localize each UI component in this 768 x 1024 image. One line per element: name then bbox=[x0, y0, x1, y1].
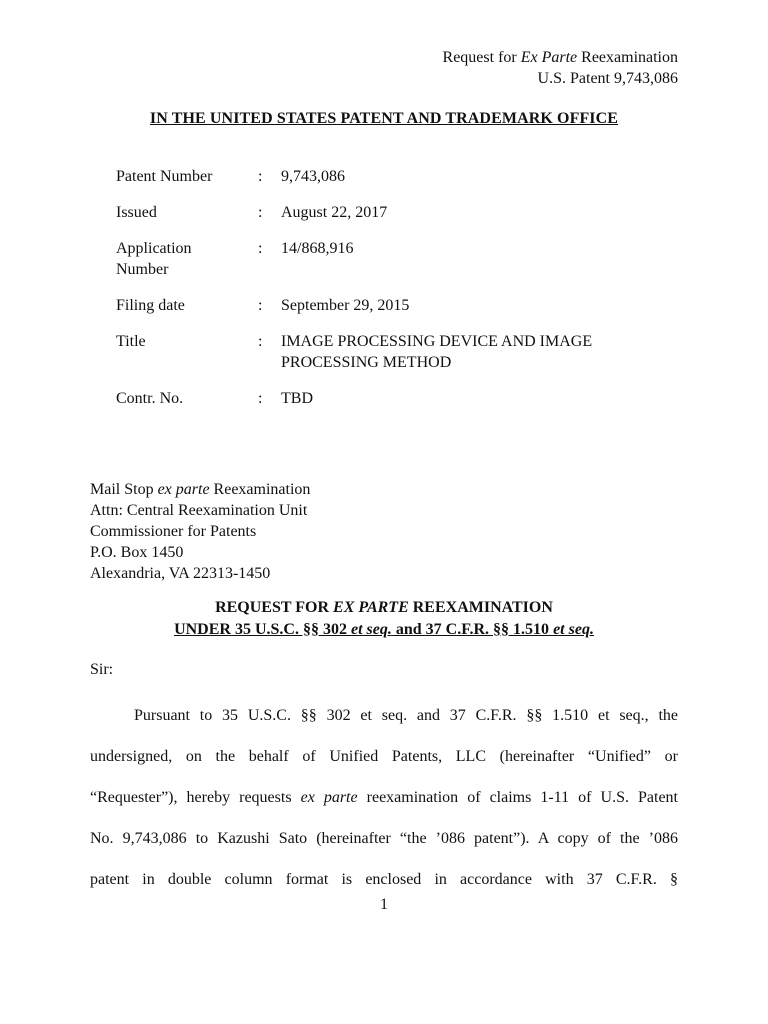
meta-row-title: Title : IMAGE PROCESSING DEVICE AND IMAGE PROCESSING METHOD bbox=[116, 333, 593, 371]
address-line-1: Mail Stop ex parte Reexamination bbox=[90, 481, 311, 498]
salutation: Sir: bbox=[90, 661, 114, 678]
request-title-line-1: REQUEST FOR EX PARTE REEXAMINATION bbox=[215, 599, 553, 616]
body-line-4: No. 9,743,086 to Kazushi Sato (hereinafter “the ’086 patent”). A copy of the ’086 bbox=[90, 830, 678, 847]
body-line-3: “Requester”), hereby requests ex parte reexamination of claims 1-11 of U.S. Patent bbox=[90, 789, 678, 806]
running-header bbox=[443, 47, 678, 89]
mailing-address bbox=[90, 479, 310, 584]
body-line-1: Pursuant to 35 U.S.C. §§ 302 et seq. and 37 C.F.R. §§ 1.510 et seq., the bbox=[134, 707, 678, 724]
patent-metadata bbox=[116, 166, 641, 424]
office-title: IN THE UNITED STATES PATENT AND TRADEMARK OFFICE bbox=[149, 110, 619, 127]
request-title bbox=[0, 597, 768, 641]
address-line-2: Attn: Central Reexamination Unit bbox=[90, 502, 308, 519]
body-line-2: undersigned, on the behalf of Unified Patents, LLC (hereinafter “Unified” or bbox=[90, 748, 678, 765]
meta-row-application-number: Application Number : 14/868,916 bbox=[116, 240, 354, 278]
meta-row-filing-date: Filing date : September 29, 2015 bbox=[116, 297, 410, 314]
meta-row-issued: Issued : August 22, 2017 bbox=[116, 204, 388, 221]
meta-row-patent-number: Patent Number : 9,743,086 bbox=[116, 168, 345, 185]
header-line-2: U.S. Patent 9,743,086 bbox=[537, 70, 678, 87]
body-line-5: patent in double column format is enclosed in accordance with 37 C.F.R. § bbox=[90, 871, 678, 888]
meta-row-contr-no: Contr. No. : TBD bbox=[116, 390, 313, 407]
header-line-1: Request for Ex Parte Reexamination bbox=[442, 49, 678, 66]
address-line-4: P.O. Box 1450 bbox=[90, 544, 184, 561]
body-paragraph bbox=[90, 695, 678, 900]
address-line-3: Commissioner for Patents bbox=[90, 523, 257, 540]
request-title-line-2: UNDER 35 U.S.C. §§ 302 et seq. and 37 C.F.R. §§ 1.510 et seq. bbox=[174, 621, 594, 638]
page-number: 1 bbox=[380, 896, 388, 913]
address-line-5: Alexandria, VA 22313-1450 bbox=[90, 565, 271, 582]
